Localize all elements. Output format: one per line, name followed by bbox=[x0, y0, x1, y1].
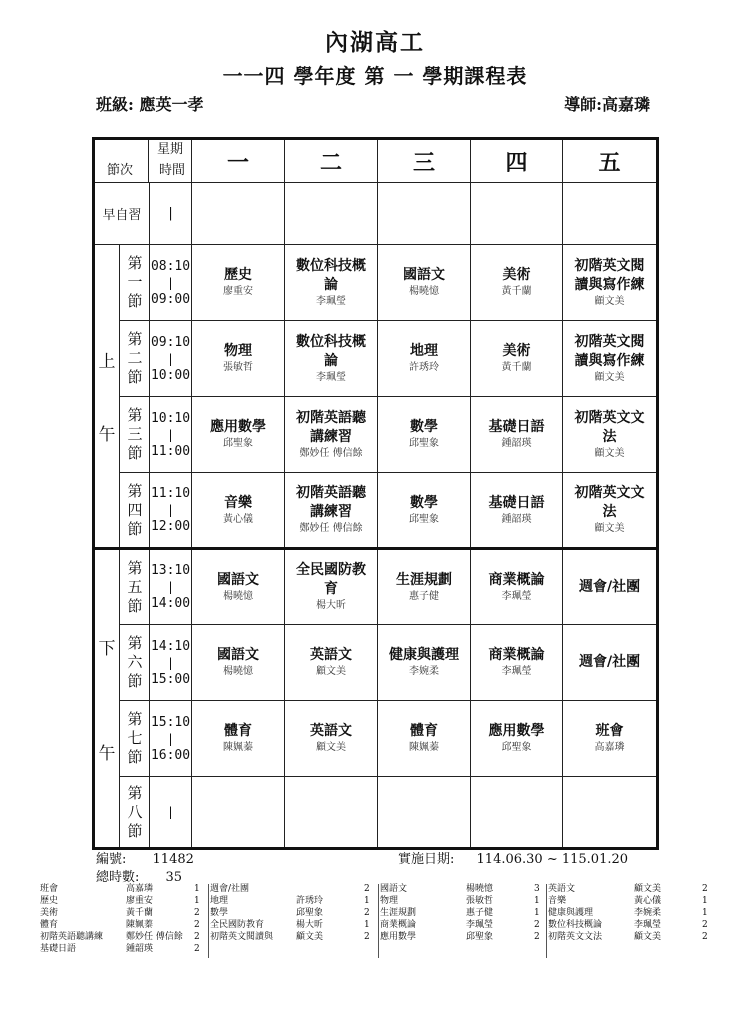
summary-item bbox=[40, 884, 210, 895]
summary-hours: 1 bbox=[364, 920, 370, 930]
course-cell bbox=[378, 701, 471, 777]
summary-divider bbox=[378, 884, 379, 958]
period-end: 15:00 bbox=[150, 671, 191, 687]
summary-teacher: 邱聖象 bbox=[466, 932, 494, 942]
summary-teacher: 楊大昕 bbox=[296, 920, 324, 930]
summary-teacher: 黃心儀 bbox=[634, 896, 662, 906]
timetable-body bbox=[94, 183, 658, 849]
course-cell bbox=[563, 397, 658, 473]
course-teacher: 顧文美 bbox=[594, 523, 625, 534]
summary-hours: 1 bbox=[534, 908, 540, 918]
course-name: 基礎日語 bbox=[488, 419, 545, 435]
period-bar: | bbox=[166, 580, 175, 594]
summary-hours: 3 bbox=[534, 884, 540, 894]
total-hours bbox=[96, 866, 182, 885]
summary-subject: 數學 bbox=[210, 908, 229, 918]
summary-item bbox=[210, 932, 380, 943]
half-label-top: 上 bbox=[98, 352, 116, 372]
period-end: 09:00 bbox=[150, 291, 191, 307]
period-bar: | bbox=[166, 805, 175, 819]
summary-item bbox=[548, 932, 718, 943]
course-name: 數學 bbox=[410, 494, 439, 511]
day-header: 四 bbox=[471, 139, 563, 183]
course-cell bbox=[378, 473, 471, 549]
summary-hours: 1 bbox=[534, 896, 540, 906]
course-cell bbox=[563, 321, 658, 397]
summary-hours: 2 bbox=[702, 932, 708, 942]
class-label: 班級: 應英一孝 bbox=[96, 95, 204, 114]
course-name: 數位科技概論 bbox=[296, 333, 367, 369]
day-header: 五 bbox=[563, 139, 658, 183]
course-teacher: 鍾韶瑛 bbox=[501, 513, 532, 525]
course-name: 初階英文閱讀與寫作練 bbox=[574, 333, 645, 369]
course-name: 基礎日語 bbox=[488, 494, 545, 511]
period-end: 14:00 bbox=[150, 596, 191, 611]
period-label: 第七節 bbox=[120, 701, 150, 777]
course-name: 班會 bbox=[595, 723, 624, 739]
course-cell bbox=[471, 397, 563, 473]
course-teacher: 李婉柔 bbox=[409, 666, 440, 677]
course-cell bbox=[563, 701, 658, 777]
period-row bbox=[94, 245, 658, 321]
summary-hours: 2 bbox=[364, 884, 370, 894]
summary-hours: 2 bbox=[194, 908, 200, 918]
period-time bbox=[150, 625, 192, 701]
course-name: 應用數學 bbox=[488, 723, 545, 739]
summary-hours: 1 bbox=[364, 896, 370, 906]
course-teacher: 高嘉璘 bbox=[594, 742, 625, 753]
period-time bbox=[150, 701, 192, 777]
course-teacher: 邱聖象 bbox=[409, 513, 440, 525]
course-teacher: 廖重安 bbox=[223, 286, 254, 297]
period-end: 12:00 bbox=[150, 519, 191, 534]
period-start: 15:10 bbox=[150, 714, 191, 730]
summary-item bbox=[40, 920, 210, 931]
course-cell bbox=[378, 549, 471, 625]
course-cell bbox=[192, 473, 285, 549]
course-teacher: 黃心儀 bbox=[223, 513, 254, 525]
corner-week-label: 星期 bbox=[157, 142, 184, 157]
course-cell bbox=[192, 321, 285, 397]
course-name: 體育 bbox=[410, 723, 439, 739]
course-name: 歷史 bbox=[224, 267, 253, 283]
period-start: 09:10 bbox=[150, 334, 191, 350]
corner-divider bbox=[148, 140, 149, 182]
summary-item bbox=[210, 920, 380, 931]
course-name: 商業概論 bbox=[488, 647, 545, 663]
period-row bbox=[94, 473, 658, 549]
summary-teacher: 李珮瑩 bbox=[634, 920, 662, 930]
summary-item bbox=[40, 896, 210, 907]
course-cell bbox=[285, 549, 378, 625]
effective-date-value: 114.06.30 ~ 115.01.20 bbox=[476, 852, 629, 867]
period-bar: | bbox=[166, 503, 175, 517]
course-teacher: 鍾韶瑛 bbox=[501, 438, 532, 449]
course-cell bbox=[471, 473, 563, 549]
course-teacher: 陳姵蓁 bbox=[409, 742, 440, 753]
summary-subject: 商業概論 bbox=[380, 920, 417, 930]
summary-item bbox=[548, 884, 718, 895]
period-time bbox=[150, 777, 192, 849]
morning-half-label bbox=[94, 245, 120, 549]
summary-item bbox=[210, 884, 380, 895]
course-cell bbox=[563, 777, 658, 849]
summary-hours: 1 bbox=[702, 908, 708, 918]
course-cell bbox=[471, 321, 563, 397]
course-name: 地理 bbox=[410, 343, 439, 359]
summary-subject: 基礎日語 bbox=[40, 944, 77, 954]
form-number bbox=[96, 848, 194, 867]
course-teacher: 楊曉憶 bbox=[223, 666, 254, 677]
course-cell bbox=[192, 625, 285, 701]
period-row bbox=[94, 625, 658, 701]
form-number-value: 11482 bbox=[152, 852, 194, 867]
course-cell bbox=[471, 777, 563, 849]
course-name: 初階英語聽講練習 bbox=[296, 485, 367, 520]
morning-time: | bbox=[150, 183, 192, 245]
course-teacher: 許琇玲 bbox=[409, 362, 440, 373]
summary-hours: 2 bbox=[194, 920, 200, 930]
course-name: 初階英文文法 bbox=[574, 409, 645, 445]
period-row bbox=[94, 777, 658, 849]
course-name: 英語文 bbox=[310, 723, 353, 739]
course-name: 美術 bbox=[502, 267, 531, 283]
summary-subject: 歷史 bbox=[40, 896, 59, 906]
course-name: 音樂 bbox=[224, 494, 253, 511]
summary-subject: 初階英文閱讀與 bbox=[210, 932, 274, 942]
summary-hours: 2 bbox=[702, 920, 708, 930]
summary-teacher: 李婉柔 bbox=[634, 908, 662, 918]
course-teacher: 邱聖象 bbox=[409, 438, 440, 449]
period-label: 第四節 bbox=[120, 473, 150, 549]
corner-period-label: 節次 bbox=[107, 163, 134, 178]
course-cell bbox=[192, 245, 285, 321]
summary-subject: 週會/社團 bbox=[210, 884, 250, 894]
summary-hours: 2 bbox=[194, 944, 200, 954]
total-hours-value: 35 bbox=[165, 870, 183, 885]
period-time bbox=[150, 397, 192, 473]
period-label: 第三節 bbox=[120, 397, 150, 473]
course-name: 美術 bbox=[502, 343, 531, 359]
summary-hours: 1 bbox=[194, 884, 200, 894]
summary-item bbox=[548, 908, 718, 919]
summary-subject: 生涯規劃 bbox=[380, 908, 417, 918]
summary-hours: 2 bbox=[702, 884, 708, 894]
total-hours-label: 總時數: bbox=[96, 870, 140, 885]
course-cell bbox=[378, 321, 471, 397]
period-bar: | bbox=[166, 275, 175, 290]
course-cell bbox=[471, 701, 563, 777]
summary-subject: 美術 bbox=[40, 908, 59, 918]
period-start: 13:10 bbox=[150, 563, 191, 578]
course-name: 物理 bbox=[224, 343, 253, 359]
summary-teacher: 鍾韶瑛 bbox=[126, 944, 154, 954]
summary-subject: 全民國防教育 bbox=[210, 920, 265, 930]
course-name: 商業概論 bbox=[488, 571, 545, 588]
summary-subject: 班會 bbox=[40, 884, 59, 894]
course-teacher: 李珮瑩 bbox=[316, 371, 347, 383]
period-label: 第六節 bbox=[120, 625, 150, 701]
summary-teacher: 李珮瑩 bbox=[466, 920, 494, 930]
course-teacher: 黃千蘭 bbox=[501, 362, 532, 373]
summary-teacher: 顧文美 bbox=[634, 884, 662, 894]
period-time bbox=[150, 473, 192, 549]
course-cell bbox=[285, 701, 378, 777]
course-name: 初階英文文法 bbox=[574, 485, 645, 520]
course-name: 國語文 bbox=[217, 571, 260, 588]
summary-subject: 數位科技概論 bbox=[548, 920, 603, 930]
course-teacher: 楊曉憶 bbox=[409, 286, 440, 297]
school-title: 內湖高工 bbox=[325, 29, 425, 56]
corner-header bbox=[94, 139, 192, 183]
homeroom-teacher-label: 導師:高嘉璘 bbox=[564, 95, 650, 114]
course-cell bbox=[563, 549, 658, 625]
summary-item bbox=[40, 908, 210, 919]
period-label: 第八節 bbox=[120, 777, 150, 849]
summary-teacher: 邱聖象 bbox=[296, 908, 324, 918]
course-teacher: 黃千蘭 bbox=[501, 286, 532, 297]
summary-teacher: 高嘉璘 bbox=[126, 884, 154, 894]
course-teacher: 惠子健 bbox=[409, 590, 440, 602]
summary-teacher: 顧文美 bbox=[634, 932, 662, 942]
course-teacher: 楊曉憶 bbox=[223, 590, 254, 602]
course-teacher: 顧文美 bbox=[594, 295, 625, 307]
course-cell bbox=[192, 777, 285, 849]
period-start: 11:10 bbox=[150, 486, 191, 501]
form-number-label: 編號: bbox=[96, 852, 127, 867]
summary-hours: 2 bbox=[364, 908, 370, 918]
summary-teacher: 鄭妙任 傅信餘 bbox=[126, 932, 183, 942]
course-cell bbox=[192, 397, 285, 473]
summary-item bbox=[380, 932, 550, 943]
course-name: 國語文 bbox=[217, 647, 260, 663]
effective-date bbox=[398, 848, 628, 867]
period-label: 第五節 bbox=[120, 549, 150, 625]
summary-item bbox=[40, 944, 210, 955]
course-name: 應用數學 bbox=[210, 419, 267, 435]
course-cell bbox=[563, 625, 658, 701]
course-teacher: 邱聖象 bbox=[223, 438, 254, 449]
course-teacher: 李珮瑩 bbox=[501, 666, 532, 677]
course-teacher: 張敏哲 bbox=[223, 362, 254, 373]
course-teacher: 鄭妙任 傅信餘 bbox=[299, 523, 363, 534]
course-cell bbox=[285, 777, 378, 849]
course-cell bbox=[192, 183, 285, 245]
half-label-bottom: 午 bbox=[98, 425, 116, 445]
period-label: 第一節 bbox=[120, 245, 150, 321]
course-cell bbox=[563, 245, 658, 321]
course-name: 週會/社團 bbox=[578, 578, 641, 595]
period-time bbox=[150, 245, 192, 321]
period-label: 第二節 bbox=[120, 321, 150, 397]
course-cell bbox=[285, 625, 378, 701]
summary-item bbox=[548, 920, 718, 931]
summary-teacher: 楊曉憶 bbox=[466, 884, 494, 894]
summary-hours: 2 bbox=[534, 920, 540, 930]
course-teacher: 陳姵蓁 bbox=[223, 742, 254, 753]
summary-subject: 初階英文文法 bbox=[548, 932, 603, 942]
course-teacher: 顧文美 bbox=[594, 447, 625, 459]
course-teacher: 顧文美 bbox=[316, 742, 347, 753]
course-teacher: 李珮瑩 bbox=[316, 295, 347, 307]
period-start: 08:10 bbox=[150, 258, 191, 274]
term-title: 一一四 學年度 第 一 學期課程表 bbox=[222, 64, 528, 88]
summary-teacher: 顧文美 bbox=[296, 932, 324, 942]
summary-hours: 2 bbox=[194, 932, 200, 942]
period-bar: | bbox=[166, 655, 175, 670]
day-header: 三 bbox=[378, 139, 471, 183]
summary-item bbox=[548, 896, 718, 907]
period-row bbox=[94, 701, 658, 777]
half-label-bottom: 午 bbox=[98, 743, 116, 764]
period-end: 16:00 bbox=[150, 747, 191, 763]
summary-teacher: 陳姵蓁 bbox=[126, 920, 154, 930]
course-teacher: 邱聖象 bbox=[501, 742, 532, 753]
summary-item bbox=[210, 908, 380, 919]
summary-divider bbox=[208, 884, 209, 958]
timetable bbox=[92, 137, 659, 850]
period-row bbox=[94, 397, 658, 473]
course-cell bbox=[285, 473, 378, 549]
summary-teacher: 黃千蘭 bbox=[126, 908, 154, 918]
course-name: 全民國防教育 bbox=[296, 562, 367, 597]
period-time bbox=[150, 549, 192, 625]
corner-time-label: 時間 bbox=[159, 163, 186, 178]
summary-subject: 應用數學 bbox=[380, 932, 417, 942]
day-header: 一 bbox=[192, 139, 285, 183]
afternoon-half-label bbox=[94, 549, 120, 849]
course-name: 英語文 bbox=[310, 647, 353, 663]
course-teacher: 楊大昕 bbox=[316, 600, 347, 611]
course-cell bbox=[285, 321, 378, 397]
summary-subject: 物理 bbox=[380, 896, 399, 906]
course-cell bbox=[471, 183, 563, 245]
course-cell bbox=[563, 183, 658, 245]
morning-row bbox=[94, 183, 658, 245]
summary-hours: 1 bbox=[702, 896, 708, 906]
course-teacher: 李珮瑩 bbox=[501, 590, 532, 602]
course-name: 體育 bbox=[224, 723, 253, 739]
course-cell bbox=[285, 397, 378, 473]
summary-divider bbox=[546, 884, 547, 958]
course-name: 生涯規劃 bbox=[396, 571, 453, 588]
course-name: 初階英語聽講練習 bbox=[296, 409, 367, 445]
summary-teacher: 張敏哲 bbox=[466, 896, 494, 906]
course-name: 數位科技概論 bbox=[296, 257, 367, 293]
course-teacher: 顧文美 bbox=[594, 371, 625, 383]
period-end: 11:00 bbox=[150, 443, 191, 459]
course-cell bbox=[378, 183, 471, 245]
half-label-top: 下 bbox=[98, 638, 116, 659]
summary-subject: 英語文 bbox=[548, 884, 576, 894]
morning-self-study-label: 早自習 bbox=[94, 183, 150, 245]
course-name: 數學 bbox=[410, 419, 439, 435]
course-cell bbox=[378, 777, 471, 849]
summary-item bbox=[380, 920, 550, 931]
period-start: 10:10 bbox=[150, 410, 191, 426]
summary-teacher: 廖重安 bbox=[126, 896, 154, 906]
period-row bbox=[94, 549, 658, 625]
summary-teacher: 許琇玲 bbox=[296, 896, 324, 906]
effective-date-label: 實施日期: bbox=[398, 852, 455, 867]
course-cell bbox=[378, 245, 471, 321]
summary-item bbox=[380, 908, 550, 919]
course-name: 週會/社團 bbox=[578, 654, 641, 670]
course-cell bbox=[285, 183, 378, 245]
course-cell bbox=[192, 701, 285, 777]
course-cell bbox=[378, 625, 471, 701]
course-cell bbox=[192, 549, 285, 625]
summary-hours: 1 bbox=[194, 896, 200, 906]
summary-item bbox=[380, 884, 550, 895]
summary-subject: 地理 bbox=[210, 896, 229, 906]
period-end: 10:00 bbox=[150, 367, 191, 383]
course-name: 國語文 bbox=[403, 267, 446, 283]
summary-teacher: 惠子健 bbox=[466, 908, 494, 918]
course-name: 初階英文閱讀與寫作練 bbox=[574, 257, 645, 293]
period-bar: | bbox=[166, 731, 175, 746]
course-cell bbox=[378, 397, 471, 473]
period-time bbox=[150, 321, 192, 397]
course-cell bbox=[471, 245, 563, 321]
summary-subject: 體育 bbox=[40, 920, 59, 930]
summary-subject: 健康與護理 bbox=[548, 908, 594, 918]
period-row bbox=[94, 321, 658, 397]
summary-hours: 2 bbox=[534, 932, 540, 942]
period-start: 14:10 bbox=[150, 638, 191, 654]
course-name: 健康與護理 bbox=[389, 647, 460, 663]
summary-hours: 2 bbox=[364, 932, 370, 942]
summary-subject: 國語文 bbox=[380, 884, 408, 894]
course-cell bbox=[471, 625, 563, 701]
course-cell bbox=[563, 473, 658, 549]
day-header: 二 bbox=[285, 139, 378, 183]
summary-item bbox=[40, 932, 210, 943]
summary-item bbox=[380, 896, 550, 907]
course-teacher: 顧文美 bbox=[316, 666, 347, 677]
period-bar: | bbox=[166, 427, 175, 442]
course-teacher: 鄭妙任 傅信餘 bbox=[299, 447, 363, 459]
course-cell bbox=[471, 549, 563, 625]
summary-item bbox=[210, 896, 380, 907]
period-bar: | bbox=[166, 351, 175, 366]
summary-subject: 音樂 bbox=[548, 896, 567, 906]
course-cell bbox=[285, 245, 378, 321]
summary-subject: 初階英語聽講練 bbox=[40, 932, 104, 942]
